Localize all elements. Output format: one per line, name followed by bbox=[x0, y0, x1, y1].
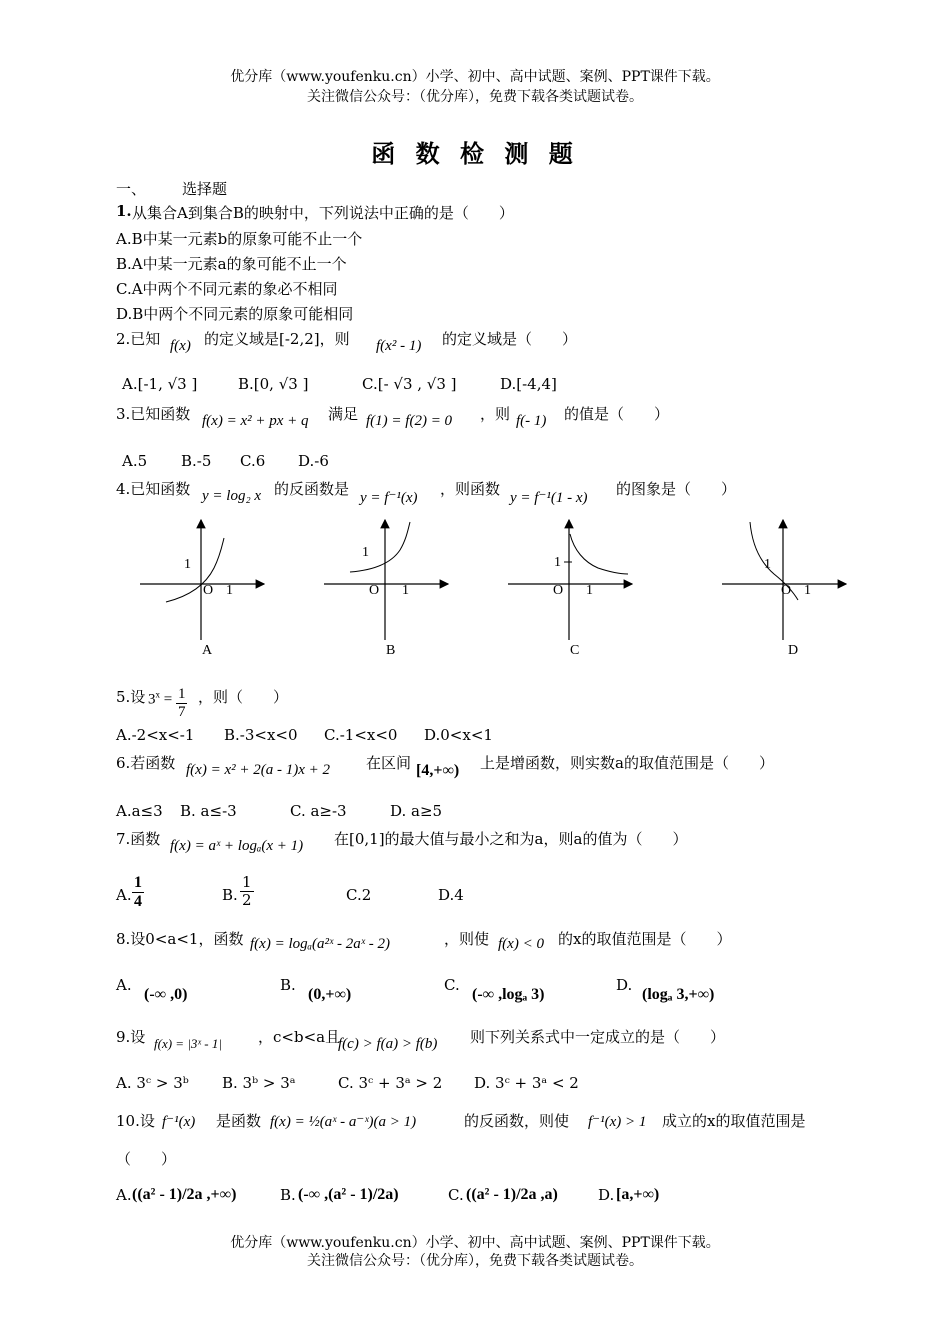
q4-mid: 的反函数是 bbox=[274, 480, 350, 498]
q4-expr-target: y = f⁻¹(1 - x) bbox=[510, 490, 588, 506]
graph-b-label: B bbox=[386, 643, 396, 658]
graph-b-curve bbox=[350, 522, 410, 572]
q8-option-c-label: C. bbox=[444, 976, 460, 994]
q6-option-d: D. a≥5 bbox=[390, 802, 443, 820]
q1-option-b: B.A中某一元素a的象可能不止一个 bbox=[116, 255, 347, 273]
q4-expr-log: y = log₂ x bbox=[202, 488, 262, 504]
graph-d-one-x: 1 bbox=[804, 583, 811, 598]
q5-end: ，则（ ） bbox=[198, 688, 289, 706]
graph-b-one-x: 1 bbox=[402, 583, 409, 598]
graph-b[interactable] bbox=[324, 520, 448, 658]
q2-expr-fx2: f(x² - 1) bbox=[376, 338, 422, 354]
graph-c-origin: O bbox=[553, 583, 564, 598]
q2-mid: 的定义域是[-2,2]，则 bbox=[204, 330, 350, 348]
graph-a-one-x: 1 bbox=[226, 583, 233, 598]
q2-option-d: D.[-4,4] bbox=[500, 375, 557, 393]
q9-option-a: A. 3ᶜ > 3ᵇ bbox=[116, 1074, 189, 1092]
q10-blank: （ ） bbox=[116, 1150, 177, 1168]
q2-option-c: C.[- √3 , √3 ] bbox=[362, 375, 457, 393]
footer-line-1: 优分库（www.youfenku.cn）小学、初中、高中试题、案例、PPT课件下载。 bbox=[230, 1235, 720, 1251]
q8-expr-fx: f(x) = logₐ(a²ˣ - 2aˣ - 2) bbox=[250, 936, 390, 952]
q10-option-b-label: B. bbox=[280, 1186, 296, 1204]
q7-option-c: C.2 bbox=[346, 886, 372, 904]
q7-expr: f(x) = aˣ + logₐ(x + 1) bbox=[170, 838, 304, 854]
q7-number: 7.函数 bbox=[116, 830, 161, 848]
q6-option-b: B. a≤-3 bbox=[180, 802, 237, 820]
q3-expr-target: f(- 1) bbox=[516, 413, 547, 429]
q9-mid: ，c<b<a且 bbox=[258, 1028, 341, 1046]
q10-option-d-label: D. bbox=[598, 1186, 615, 1204]
q1-stem: 从集合A到集合B的映射中，下列说法中正确的是（ ） bbox=[132, 204, 514, 222]
q8-option-a-label: A. bbox=[116, 976, 132, 994]
q2-end: 的定义域是（ ） bbox=[442, 330, 578, 348]
q8-option-b-label: B. bbox=[280, 976, 296, 994]
q6-expr-interval: [4,+∞) bbox=[416, 762, 460, 779]
q3-option-c: C.6 bbox=[240, 452, 266, 470]
q2-number: 2.已知 bbox=[116, 330, 161, 348]
q7-end: 在[0,1]的最大值与最小之和为a，则a的值为（ ） bbox=[334, 830, 688, 848]
q7-option-d: D.4 bbox=[438, 886, 464, 904]
q8-mid: ，则使 bbox=[444, 930, 490, 948]
q9-number: 9.设 bbox=[116, 1028, 146, 1046]
graph-a[interactable] bbox=[140, 520, 264, 658]
q10-mid: 是函数 bbox=[216, 1112, 262, 1130]
q6-number: 6.若函数 bbox=[116, 754, 176, 772]
q7-option-b-fraction bbox=[240, 874, 254, 908]
q3-end: 的值是（ ） bbox=[564, 405, 670, 423]
q5-expr bbox=[148, 686, 187, 720]
q5-option-a: A.-2<x<-1 bbox=[116, 726, 195, 744]
q8-option-a-expr: (-∞ ,0) bbox=[144, 986, 188, 1003]
q8-option-b-expr: (0,+∞) bbox=[308, 986, 352, 1003]
q4-expr-inverse: y = f⁻¹(x) bbox=[360, 490, 418, 506]
q10-option-c-label: C. bbox=[448, 1186, 464, 1204]
q4-graphs bbox=[0, 510, 950, 660]
graph-c[interactable] bbox=[508, 520, 632, 658]
q7-b-den: 2 bbox=[242, 890, 252, 909]
graph-a-one-y: 1 bbox=[184, 557, 191, 572]
section-label: 选择题 bbox=[182, 180, 228, 198]
q4-mid2: ，则函数 bbox=[440, 480, 501, 498]
q3-option-a: A.5 bbox=[122, 452, 148, 470]
q3-mid2: ，则 bbox=[480, 405, 511, 423]
q7-b-num: 1 bbox=[242, 873, 252, 891]
q6-option-a: A.a≤3 bbox=[116, 802, 163, 820]
q10-option-a-label: A. bbox=[116, 1186, 132, 1204]
q9-option-b: B. 3ᵇ > 3ᵃ bbox=[222, 1074, 296, 1092]
q9-option-c: C. 3ᶜ + 3ᵃ > 2 bbox=[338, 1074, 443, 1092]
header-line-1: 优分库（www.youfenku.cn）小学、初中、高中试题、案例、PPT课件下载。 bbox=[230, 69, 720, 85]
q7-a-num: 1 bbox=[134, 874, 142, 891]
q9-expr-condition: f(c) > f(a) > f(b) bbox=[338, 1036, 438, 1052]
graph-d-origin: O bbox=[781, 583, 792, 598]
graph-d-label: D bbox=[788, 643, 799, 658]
q2-expr-fx: f(x) bbox=[170, 338, 191, 354]
q10-mid2: 的反函数，则使 bbox=[464, 1112, 570, 1130]
q1-option-c: C.A中两个不同元素的象必不相同 bbox=[116, 280, 338, 298]
q9-end: 则下列关系式中一定成立的是（ ） bbox=[470, 1028, 726, 1046]
q5-option-d: D.0<x<1 bbox=[424, 726, 493, 744]
q8-option-d-label: D. bbox=[616, 976, 633, 994]
q10-number: 10.设 bbox=[116, 1112, 155, 1130]
q10-option-b-expr: (-∞ ,(a² - 1)/2a) bbox=[298, 1186, 399, 1203]
q2-option-b: B.[0, √3 ] bbox=[238, 375, 309, 393]
footer-line-2: 关注微信公众号：（优分库），免费下载各类试题试卷。 bbox=[307, 1253, 643, 1269]
q2-option-a: A.[-1, √3 ] bbox=[122, 375, 198, 393]
graph-c-one-x: 1 bbox=[586, 583, 593, 598]
graph-b-origin: O bbox=[369, 583, 380, 598]
q7-option-a-fraction bbox=[132, 874, 144, 910]
q10-expr-condition: f⁻¹(x) > 1 bbox=[588, 1114, 647, 1130]
q8-expr-condition: f(x) < 0 bbox=[498, 936, 544, 952]
q6-option-c: C. a≥-3 bbox=[290, 802, 347, 820]
q5-option-b: B.-3<x<0 bbox=[224, 726, 298, 744]
q3-mid: 满足 bbox=[328, 405, 359, 423]
graph-c-label: C bbox=[570, 643, 580, 658]
page-title: 函 数 检 测 题 bbox=[371, 139, 579, 168]
q4-end: 的图象是（ ） bbox=[616, 480, 737, 498]
q5-frac-den: 7 bbox=[177, 703, 186, 720]
q3-number: 3.已知函数 bbox=[116, 405, 191, 423]
q10-end: 成立的x的取值范围是 bbox=[662, 1112, 806, 1130]
q10-option-d-expr: [a,+∞) bbox=[616, 1186, 660, 1203]
q8-number: 8.设0<a<1，函数 bbox=[116, 930, 244, 948]
q5-fraction bbox=[176, 686, 188, 720]
q10-expr-fx: f(x) = ½(aˣ - a⁻ˣ)(a > 1) bbox=[270, 1114, 417, 1130]
q7-option-a-label: A. bbox=[116, 886, 132, 904]
q5-number: 5.设 bbox=[116, 688, 146, 706]
q8-option-c-expr: (-∞ ,logₐ 3) bbox=[472, 986, 545, 1003]
graph-c-one-y: 1 bbox=[554, 555, 561, 570]
q1-option-a: A.B中某一元素b的原象可能不止一个 bbox=[116, 230, 363, 248]
q7-a-den: 4 bbox=[134, 892, 142, 910]
q10-expr-inverse: f⁻¹(x) bbox=[162, 1114, 196, 1130]
graph-a-curve bbox=[166, 538, 224, 602]
section-number: 一、 bbox=[116, 180, 147, 198]
graph-a-origin: O bbox=[203, 583, 214, 598]
graph-a-label: A bbox=[202, 643, 213, 658]
q7-option-b-label: B. bbox=[222, 886, 238, 904]
q10-option-c-expr: ((a² - 1)/2a ,a) bbox=[466, 1186, 558, 1203]
q5-frac-num: 1 bbox=[177, 686, 186, 702]
q10-option-a-expr: ((a² - 1)/2a ,+∞) bbox=[132, 1186, 237, 1203]
graph-c-curve bbox=[570, 534, 628, 574]
q1-number: 1. bbox=[116, 202, 132, 220]
header-line-2: 关注微信公众号：（优分库），免费下载各类试题试卷。 bbox=[307, 89, 643, 105]
q8-option-d-expr: (logₐ 3,+∞) bbox=[642, 986, 715, 1003]
q6-end: 上是增函数，则实数a的取值范围是（ ） bbox=[480, 754, 774, 772]
q5-exponent: x bbox=[155, 689, 160, 700]
q9-option-d: D. 3ᶜ + 3ᵃ < 2 bbox=[474, 1074, 579, 1092]
q8-end: 的x的取值范围是（ ） bbox=[558, 930, 732, 948]
q5-option-c: C.-1<x<0 bbox=[324, 726, 398, 744]
q5-equals: = bbox=[163, 691, 173, 708]
graph-d[interactable] bbox=[722, 520, 846, 658]
q3-expr-condition: f(1) = f(2) = 0 bbox=[366, 413, 453, 429]
q6-mid: 在区间 bbox=[366, 754, 412, 772]
graph-b-one-y: 1 bbox=[362, 545, 369, 560]
q1-option-d: D.B中两个不同元素的原象可能相同 bbox=[116, 305, 354, 323]
q4-number: 4.已知函数 bbox=[116, 480, 191, 498]
q3-expr-fx: f(x) = x² + px + q bbox=[202, 413, 309, 429]
q6-expr-fx: f(x) = x² + 2(a - 1)x + 2 bbox=[186, 762, 330, 778]
q3-option-b: B.-5 bbox=[181, 452, 212, 470]
q9-expr-fx: f(x) = |3ˣ - 1| bbox=[154, 1036, 222, 1051]
graph-d-one-y: 1 bbox=[764, 557, 771, 572]
q5-base: 3 bbox=[148, 691, 156, 708]
q3-option-d: D.-6 bbox=[298, 452, 329, 470]
